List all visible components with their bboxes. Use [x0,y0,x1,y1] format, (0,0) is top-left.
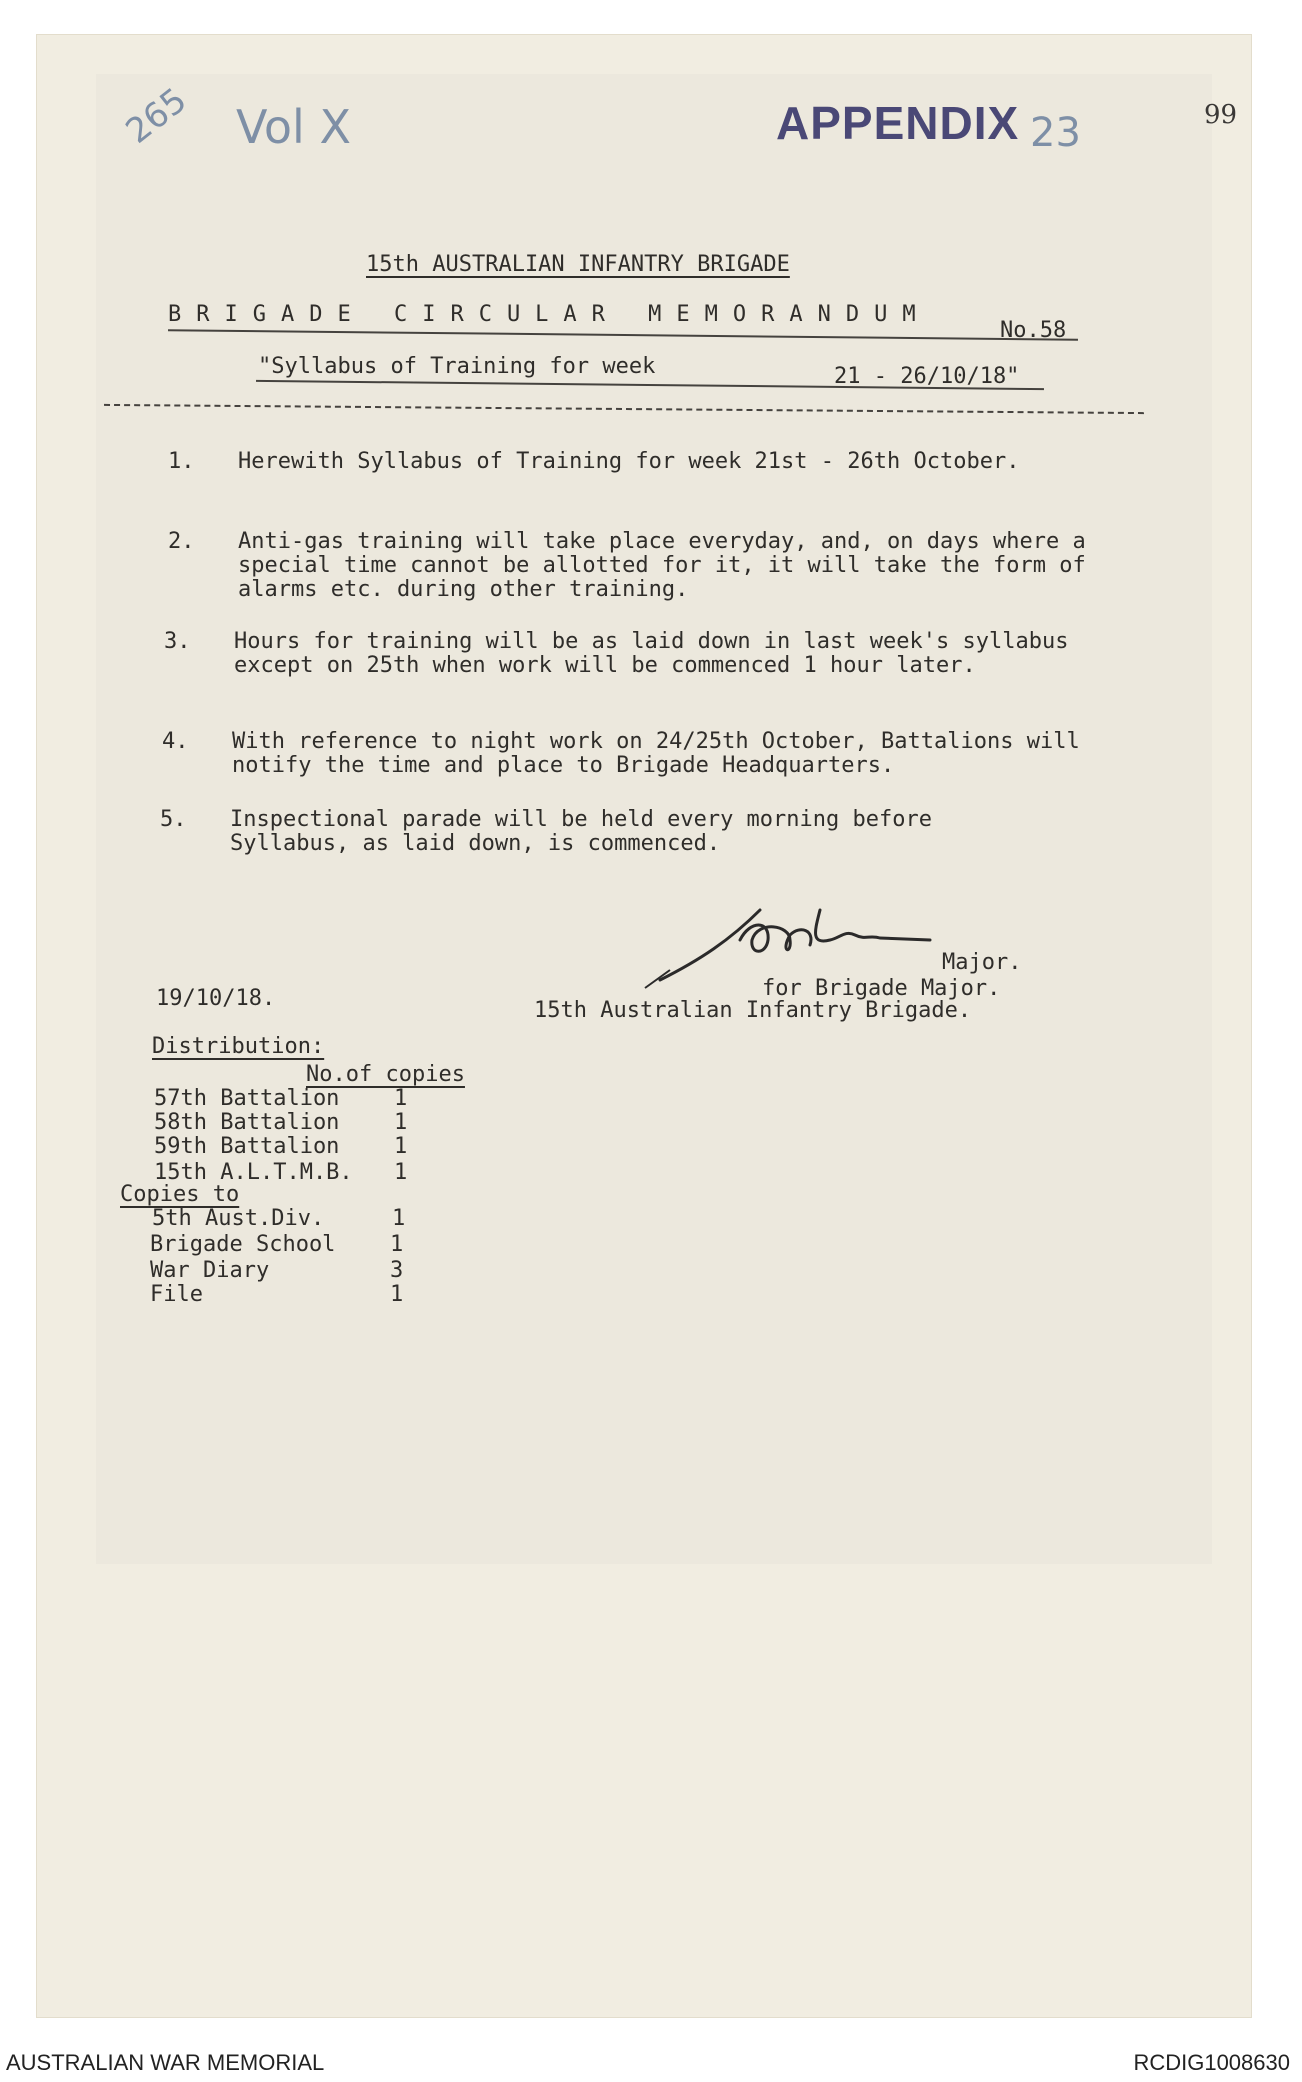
distribution-row [154,1134,408,1159]
memo-number: No.58 [1000,318,1067,343]
footer-source: AUSTRALIAN WAR MEMORIAL [6,2050,325,2075]
copies-count: 1 [394,1160,408,1185]
subject-line: "Syllabus of Training for week [258,354,656,379]
copies-count: 3 [390,1258,404,1283]
distribution-title: Distribution: [152,1034,325,1059]
paragraph-number: 5. [160,807,187,832]
appendix-number-pencil: 23 [1030,110,1081,156]
footer-reference-id: RCDIG1008630 [1133,2050,1290,2075]
copies-to-row [150,1282,404,1307]
paragraph-text: With reference to night work on 24/25th October, Battalions will notify the time and place to Brigade Headquarters. [232,729,1080,778]
signature-rank: Major. [942,950,1022,975]
copies-count: 1 [392,1206,406,1231]
copies-count: 1 [394,1086,408,1111]
copies-count: 1 [394,1110,408,1135]
paragraph-4 [162,730,1122,786]
signature-for-line: for Brigade Major. [762,976,1001,1001]
recipient-name: 59th Battalion [154,1134,340,1159]
copies-count: 1 [394,1134,408,1159]
paragraph-5 [160,808,1100,864]
paragraph-text: Inspectional parade will be held every morning before Syllabus, as laid down, is commenced. [230,807,932,856]
folio-pencil-annotation: 265 [118,80,195,152]
paragraph-2 [168,530,1108,610]
brigade-heading: 15th AUSTRALIAN INFANTRY BRIGADE [366,252,790,277]
memo-date: 19/10/18. [156,986,276,1011]
paragraph-3 [164,630,1104,710]
recipient-name: 15th A.L.T.M.B. [154,1160,353,1185]
copies-column-header: No.of copies [306,1062,465,1087]
paragraph-text: Herewith Syllabus of Training for week 21st - 26th October. [238,449,1020,474]
page-number: 99 [1204,100,1238,130]
copies-to-row [152,1206,406,1231]
recipient-name: 5th Aust.Div. [152,1206,325,1231]
recipient-name: 57th Battalion [154,1086,340,1111]
paragraph-number: 1. [168,449,195,474]
distribution-row [154,1110,408,1135]
paragraph-number: 2. [168,529,195,554]
paragraph-number: 3. [164,629,191,654]
copies-to-label: Copies to [120,1182,240,1207]
paragraph-text: Anti-gas training will take place everyday, and, on days where a special time cannot be allotted for it, it will take the form of alarms etc. during other training. [238,529,1086,602]
paragraph-1 [168,450,1108,506]
copies-to-row [150,1232,404,1257]
memo-title: BRIGADE CIRCULAR MEMORANDUM [168,302,931,327]
distribution-row [154,1086,408,1111]
paragraph-text: Hours for training will be as laid down in last week's syllabus except on 25th when work will be commenced 1 hour later. [234,629,1069,678]
recipient-name: Brigade School [150,1232,336,1257]
paragraph-number: 4. [162,729,189,754]
signature-unit: 15th Australian Infantry Brigade. [534,998,972,1023]
recipient-name: War Diary [150,1258,270,1283]
recipient-name: File [150,1282,203,1307]
appendix-stamp: APPENDIX [776,97,1020,149]
volume-pencil-annotation: Vol X [236,100,351,154]
copies-count: 1 [390,1282,404,1307]
copies-to-row [150,1258,404,1283]
recipient-name: 58th Battalion [154,1110,340,1135]
copies-count: 1 [390,1232,404,1257]
subject-dates: 21 - 26/10/18" [834,364,1020,389]
